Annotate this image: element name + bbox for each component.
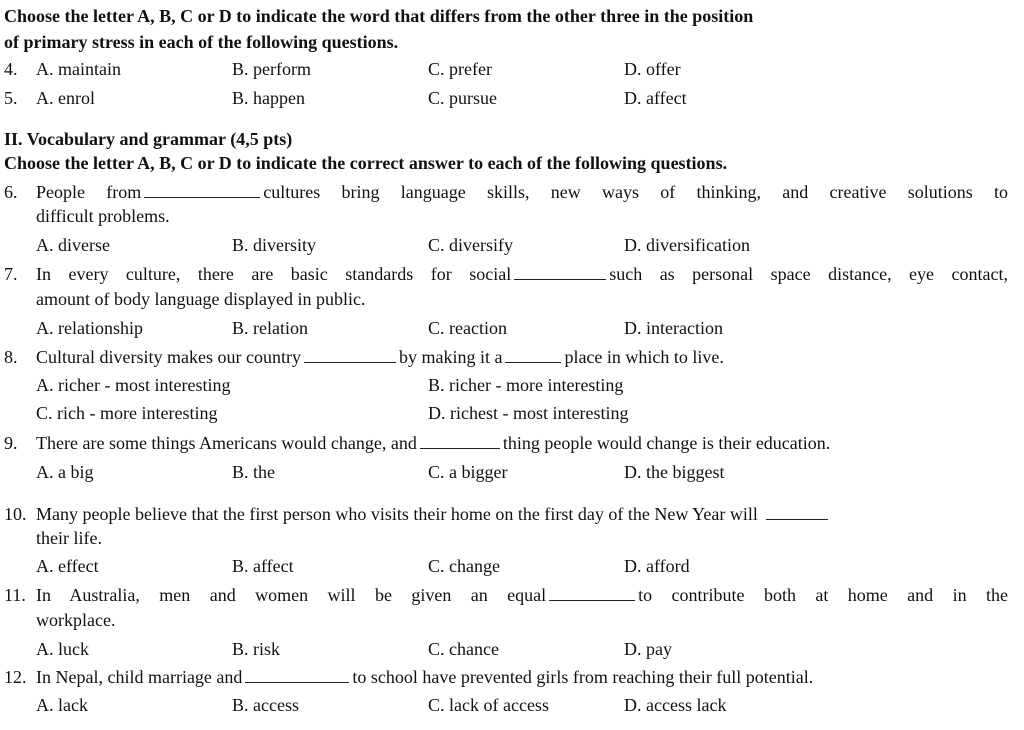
option-a[interactable]: A. lack xyxy=(36,695,88,715)
option-a[interactable]: A. luck xyxy=(36,639,89,659)
answer-blank[interactable] xyxy=(549,585,635,601)
question-text xyxy=(36,432,1008,454)
answer-blank[interactable] xyxy=(766,504,828,520)
option-a[interactable]: A. relationship xyxy=(36,318,143,338)
option-a[interactable]: A. maintain xyxy=(36,59,121,79)
option-c[interactable]: C. reaction xyxy=(428,318,507,338)
question-number: 11. xyxy=(4,585,26,605)
question-text-part: Cultural diversity makes our country xyxy=(36,347,301,367)
stress-instruction-line-1: Choose the letter A, B, C or D to indicate the word that differs from the other three in the position xyxy=(4,6,754,26)
option-a[interactable]: A. diverse xyxy=(36,235,110,255)
question-number: 7. xyxy=(4,264,18,284)
option-c[interactable]: C. pursue xyxy=(428,88,497,108)
option-a[interactable]: A. richer - most interesting xyxy=(36,375,231,395)
question-text-part: In Nepal, child marriage and xyxy=(36,667,243,687)
question-text-continued: their life. xyxy=(36,528,102,548)
option-a[interactable]: A. effect xyxy=(36,556,99,576)
option-b[interactable]: B. risk xyxy=(232,639,281,659)
option-d[interactable]: D. access lack xyxy=(624,695,727,715)
option-b[interactable]: B. diversity xyxy=(232,235,316,255)
question-text-part: place in which to live. xyxy=(564,347,724,367)
option-c[interactable]: C. chance xyxy=(428,639,499,659)
question-text-part: In every culture, there are basic standards for social xyxy=(36,264,512,284)
option-a[interactable]: A. a big xyxy=(36,462,94,482)
question-text xyxy=(36,666,1008,688)
question-text xyxy=(36,346,1008,368)
question-text-part: thing people would change is their education. xyxy=(502,433,831,453)
question-number: 4. xyxy=(4,59,18,79)
option-b[interactable]: B. richer - more interesting xyxy=(428,375,624,395)
question-text-part: to school have prevented girls from reaching their full potential. xyxy=(352,667,814,687)
question-number: 9. xyxy=(4,433,18,453)
option-d[interactable]: D. pay xyxy=(624,639,672,659)
option-d[interactable]: D. the biggest xyxy=(624,462,725,482)
option-c[interactable]: C. prefer xyxy=(428,59,492,79)
option-c[interactable]: C. diversify xyxy=(428,235,513,255)
option-d[interactable]: D. offer xyxy=(624,59,681,79)
question-text xyxy=(36,181,1008,203)
option-b[interactable]: B. the xyxy=(232,462,275,482)
question-number: 12. xyxy=(4,667,27,687)
question-text-part: There are some things Americans would change, and xyxy=(36,433,417,453)
answer-blank[interactable] xyxy=(505,347,561,363)
option-d[interactable]: D. afford xyxy=(624,556,690,576)
question-text-part: People from xyxy=(36,182,142,202)
question-text-part: by making it a xyxy=(398,347,503,367)
question-text-part: such as personal space distance, eye contact, xyxy=(609,264,1008,284)
option-d[interactable]: D. diversification xyxy=(624,235,750,255)
question-text-part: cultures bring language skills, new ways of thinking, and creative solutions to xyxy=(263,182,1009,202)
question-text-part: to contribute both at home and in the xyxy=(638,585,1008,605)
question-text-continued: difficult problems. xyxy=(36,206,170,226)
option-d[interactable]: D. richest - most interesting xyxy=(428,403,629,423)
answer-blank[interactable] xyxy=(304,347,396,363)
vocab-instruction: Choose the letter A, B, C or D to indicate the correct answer to each of the following questions. xyxy=(4,153,728,173)
option-d[interactable]: D. affect xyxy=(624,88,687,108)
option-b[interactable]: B. relation xyxy=(232,318,308,338)
option-c[interactable]: C. change xyxy=(428,556,500,576)
section-heading: II. Vocabulary and grammar (4,5 pts) xyxy=(4,129,293,149)
option-c[interactable]: C. lack of access xyxy=(428,695,549,715)
answer-blank[interactable] xyxy=(420,433,500,449)
option-b[interactable]: B. happen xyxy=(232,88,305,108)
option-b[interactable]: B. perform xyxy=(232,59,311,79)
option-b[interactable]: B. access xyxy=(232,695,299,715)
option-a[interactable]: A. enrol xyxy=(36,88,95,108)
option-c[interactable]: C. rich - more interesting xyxy=(36,403,218,423)
question-number: 6. xyxy=(4,182,18,202)
question-text xyxy=(36,503,1008,525)
stress-instruction-line-2: of primary stress in each of the following questions. xyxy=(4,32,399,52)
answer-blank[interactable] xyxy=(144,182,260,198)
question-number: 10. xyxy=(4,504,27,524)
question-number: 5. xyxy=(4,88,18,108)
answer-blank[interactable] xyxy=(514,264,606,280)
question-text-continued: workplace. xyxy=(36,610,116,630)
question-number: 8. xyxy=(4,347,18,367)
option-d[interactable]: D. interaction xyxy=(624,318,723,338)
question-text xyxy=(36,584,1008,606)
question-text-part: Many people believe that the first person who visits their home on the first day of the New Year will xyxy=(36,504,758,524)
question-text-part: In Australia, men and women will be given an equal xyxy=(36,585,547,605)
question-text-continued: amount of body language displayed in public. xyxy=(36,289,366,309)
answer-blank[interactable] xyxy=(245,667,349,683)
option-c[interactable]: C. a bigger xyxy=(428,462,508,482)
option-b[interactable]: B. affect xyxy=(232,556,294,576)
question-text xyxy=(36,263,1008,285)
